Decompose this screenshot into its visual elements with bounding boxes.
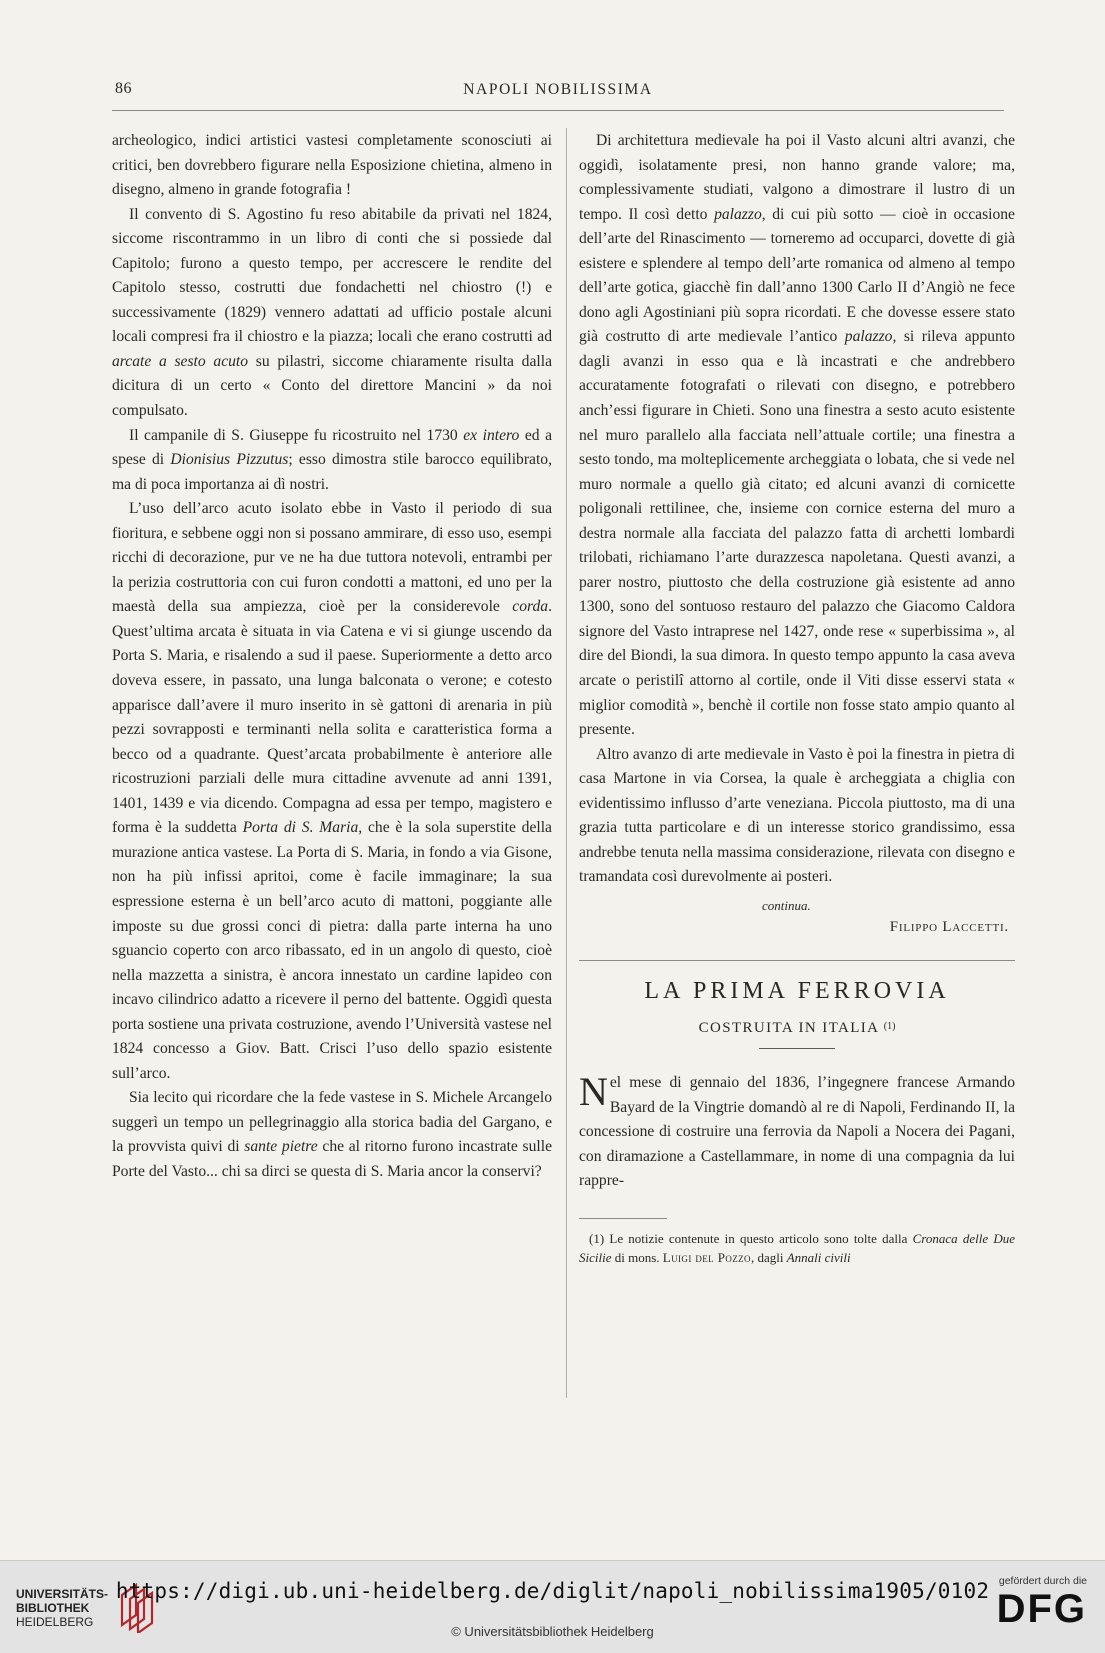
library-name: UNIVERSITÄTS- BIBLIOTHEK HEIDELBERG [16,1587,109,1629]
article-paragraph-1: Nel mese di gennaio del 1836, l’ingegnere francese Armando Bayard de la Vingtrie domandò al re di Napoli, Ferdinando II, la concessione di costruire una ferrovia da Napoli a Nocera dei Pagani, con diramazione a Castellammare, in nome di una compagnia da lui rappre- [579,1068,1015,1190]
funding-label: gefördert durch die [998,1575,1087,1587]
column-separator [566,128,567,1398]
permalink-url[interactable]: https://digi.ub.uni-heidelberg.de/diglit/napoli_nobilissima1905/0102 [115,1579,990,1603]
page-number: 86 [115,80,132,97]
viewer-footer [0,1560,1105,1653]
article-title: LA PRIMA FERROVIA [644,977,950,1004]
right-column [579,129,1015,1267]
copyright-notice: © Universitätsbibliothek Heidelberg [451,1624,654,1639]
section-divider [579,960,1015,961]
drop-cap: N [579,1068,608,1114]
dfg-logo[interactable]: DFG [996,1587,1087,1631]
left-paragraph-3: Il campanile di S. Giuseppe fu ricostruito nel 1730 ex intero ed a spese di Dionisius Pizzutus; esso dimostra stile barocco equilibrato, ma di poca importanza ai dì nostri. [112,426,552,493]
title-underline [759,1048,835,1049]
header-rule [112,110,1004,111]
left-paragraph-2: Il convento di S. Agostino fu reso abitabile da privati nel 1824, siccome riscontrammo in un libro di conti che si possiede dal Capitolo; furono a questo tempo, per accrescere le rendite del Capitolo stesso, costrutti due fondachetti nel chiostro (!) e successivamente (1829) vennero adattati ad ufficio postale alcuni locali compresi fra il chiostro e la piazza; locali che erano costrutti ad arcate a sesto acuto su pilastri, siccome chiaramente risulta dalla dicitura di un certo « Conto del direttore Mancini » da noi compulsato. [112,205,552,420]
left-paragraph-5: Sia lecito qui ricordare che la fede vastese in S. Michele Arcangelo suggerì un tempo un pellegrinaggio alla storica badia del Gargano, e la provvista quivi di sante pietre che al ritorno furono incastrate sulle Porte del Vasto... chi sa dirci se questa di S. Maria ancor la conservi? [112,1089,553,1180]
running-title: NAPOLI NOBILISSIMA [463,81,653,98]
page-header [112,76,1004,104]
article-subtitle: COSTRUITA IN ITALIA $^{(1)}$ [698,1019,896,1036]
left-paragraph-4: L’uso dell’arco acuto isolato ebbe in Vasto il periodo di sua fioritura, e sebbene oggi non si possano ammirare, di esso uso, esempi ricchi di decorazione, pur ve ne ha due tuttora notevoli, entrambi per la perizia costruttoria con cui furon condotti a mattoni, ed uno per la maestà della sua ampiezza, cioè per la considerevole corda. Quest’ultima arcata è situata in via Catena e vi si giunge uscendo da Porta S. Maria, e risalendo a sud il paese. Superiormente a detto arco doveva essere, in passato, una lunga balconata o verone; e cotesto apparisce dall’avere il muro inserito in sè gattoni di arenaria in più pezzi sovrapposti e terminanti nella solita e caratteristica forma a becco od a quadrante. Quest’arcata probabilmente è anteriore alle ricostruzioni parziali delle mura cittadine avvenute ad anni 1391, 1401, 1439 e via dicendo. Compagna ad essa per tempo, magistero e forma è la suddetta Porta di S. Maria, che è la sola superstite della murazione antica vastese. La Porta di S. Maria, in fondo a via Gisone, non ha più infissi apritoi, come è facile immaginare; la sua espressione esterna è un bell’arco acuto di mattoni, poggiante alle imposte su due grossi conci di pietra: dalla parte interna ha uno sguancio coperto con arco ribassato, ed in un angolo di questo, cioè nella mazzetta a sinistra, è ancora innestato un cardine lapideo con incavo cilindrico adatto a ricevere il perno del battente. Oggidì questa porta sostiene una privata costruzione, avendo l’Università vastese nel 1824 concesso a Giov. Batt. Crisci l’uso dello spazio esistente sull’arco. [112,500,553,1082]
right-paragraph-1: Di architettura medievale ha poi il Vasto alcuni altri avanzi, che oggidì, isolatamente presi, non hanno grande valore; ma, complessivamente studiati, valgono a dimostrare il lustro di un tempo. Il così detto palazzo, di cui più sotto — cioè in occasione dell’arte del Rinascimento — torneremo ad occuparci, dovette di già esistere e splendere al tempo dell’arte romanica od almeno al tempo dell’arte gotica, giacchè fin dall’anno 1300 Carlo II d’Angiò ne fece dono agli Agostiniani più sopra ricordati. E che dovesse essere stato già costrutto di arte medievale l’antico palazzo, si rileva appunto dagli avanzi in esso qua e là incastrati e che andrebbero accuratamente fotografati o rilevati con disegno, e potrebbero anch’essi figurare in Chieti. Sono una finestra a sesto acuto esistente nel muro parallelo alla facciata nell’attuale cortile; una finestra a sesto tondo, ma molteplicemente archeggiata o lobata, che si vede nel muro normale a quello già citato; ed alcuni avanzi di cornicette poligonali rettilinee, che, insieme con cornice esterna del muro a destra normale alla facciata del palazzo fatta di archetti lombardi trilobati, richiamano l’arte durazzesca napoletana. Questi avanzi, a parer nostro, piuttosto che della costruzione già esistente ad anno 1300, sono del sontuoso restauro del palazzo che Giacomo Caldora signore del Vasto intraprese nel 1427, onde rese « superbissima », al dire del Biondi, la sua dimora. In questo tempo appunto la casa aveva arcate o peristilî attorno al cortile, onde il Viti disse esservi stata « miglior comodità », benchè il cortile non fosse stato ampio quanto al presente. [579,132,1015,739]
footnote: (1) Le notizie contenute in questo articolo sono tolte dalla Cronaca delle Due Sicilie di mons. Luigi del Pozzo, dagli Annali civili [579,1230,1015,1265]
footnote-rule [579,1218,667,1219]
left-paragraph-1: archeologico, indici artistici vastesi completamente sconosciuti ai critici, ben dovrebbero figurare nella Esposizione chietina, almeno in disegno, almeno in grande fotografia ! [112,132,552,199]
footnote-marker: (1) [883,1020,896,1032]
article-body [579,1068,1015,1194]
continua-note: continua. [762,897,811,913]
left-column [112,129,552,1185]
author-signature: Filippo Laccetti. [889,918,1009,935]
right-paragraph-2: Altro avanzo di arte medievale in Vasto è poi la finestra in pietra di casa Martone in via Corsea, la quale è archeggiata a chiglia con evidentissimo influsso d’arte veneziana. Piccola piuttosto, ma di una grazia tutta particolare e di un interesse storico grandissimo, essa andrebbe tenuta nella massima considerazione, rilevata con disegno e tramandata così durevolmente ai posteri. [579,745,1015,886]
funding-notice [977,1575,1087,1631]
